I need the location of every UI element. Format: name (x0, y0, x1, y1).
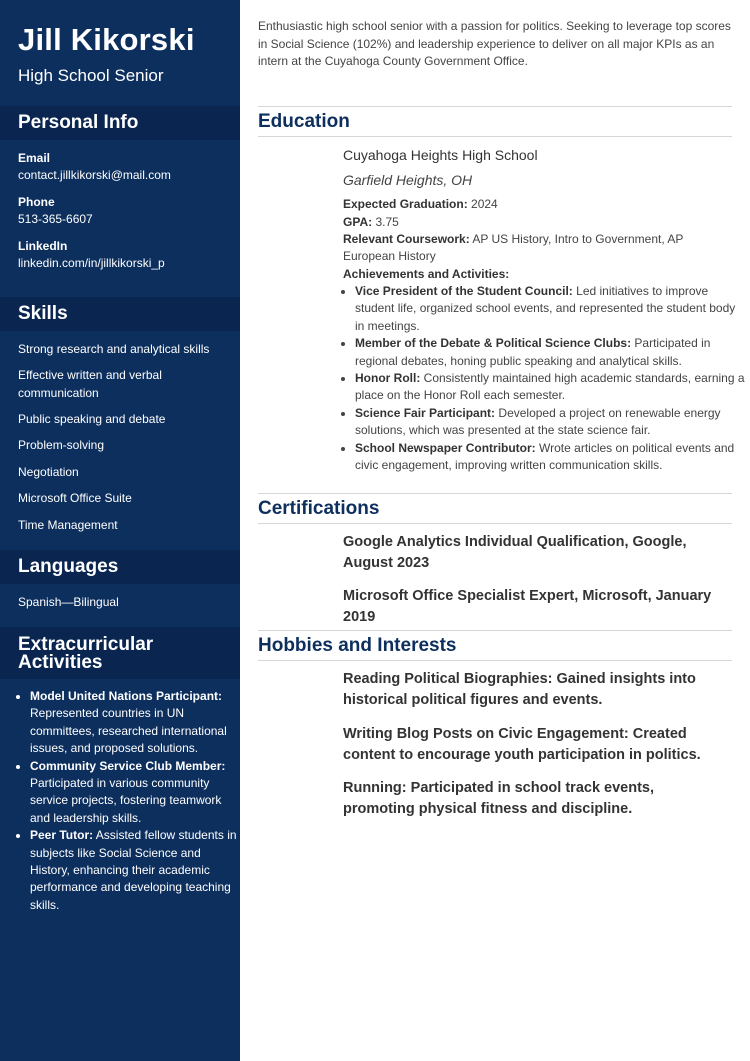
list-item-text: Participated in regional debates, honing public speaking and analytical skills. (355, 336, 711, 368)
list-item-title: Vice President of the Student Council: (355, 284, 573, 298)
list-item-text: Consistently maintained high academic standards, earning a place on the Honor Roll each semester. (355, 371, 745, 403)
candidate-name: Jill Kikorski (18, 22, 195, 57)
personal-info-heading: Personal Info (18, 112, 139, 133)
extracurricular-heading-line1: Extracurricular (18, 634, 154, 655)
email-label: Email (18, 151, 51, 165)
coursework-line (343, 231, 728, 266)
skill-item: Microsoft Office Suite (18, 491, 132, 505)
certifications-heading: Certifications (258, 498, 380, 519)
list-item-title: Model United Nations Participant: (30, 689, 223, 703)
section-divider (258, 106, 732, 107)
hobby-item: Reading Political Biographies: Gained insights into historical political figures and events. (343, 671, 696, 708)
section-divider (258, 630, 732, 631)
main-content (240, 0, 750, 1061)
skill-item: Negotiation (18, 465, 79, 479)
list-item (355, 405, 745, 440)
list-item-text: Represented countries in UN committees, researched international issues, and proposed solutions. (30, 706, 227, 756)
achievements-label: Achievements and Activities: (343, 267, 510, 281)
list-item-text: Developed a project on renewable energy solutions, which was presented at the state science fair. (355, 405, 721, 438)
list-item-text: Wrote articles on political events and civic engagement, improving written communication skills. (355, 440, 735, 473)
list-item (355, 440, 745, 475)
language-item: Spanish—Bilingual (18, 595, 119, 609)
skill-item: Effective written and verbal communication (18, 368, 162, 400)
achievements-label-line (343, 266, 728, 283)
summary-text: Enthusiastic high school senior with a passion for politics. Seeking to leverage top scores in Social Science (102%) and leadership experience to deliver on all major KPIs as an intern at the Cuyahoga County Government Office. (258, 19, 731, 68)
school-location: Garfield Heights, OH (343, 172, 473, 188)
skill-item: Problem-solving (18, 438, 105, 452)
phone-label: Phone (18, 195, 55, 209)
skill-item: Public speaking and debate (18, 412, 166, 426)
gpa-line (343, 214, 728, 231)
list-item-text: Participated in various community service projects, fostering teamwork and leadership skills. (30, 776, 222, 825)
section-divider (258, 493, 732, 494)
list-item-title: Honor Roll: (355, 371, 421, 386)
section-divider (258, 660, 732, 661)
graduation-line (343, 196, 728, 213)
list-item (30, 827, 242, 914)
gpa-value: 3.75 (372, 215, 399, 229)
list-item-text: Led initiatives to improve student life, organized school events, and represented the student body in meetings. (355, 284, 736, 333)
list-item (30, 758, 242, 828)
linkedin-label: LinkedIn (18, 239, 68, 253)
list-item-title: Science Fair Participant: (355, 405, 496, 420)
section-divider (258, 523, 732, 524)
list-item-title: Member of the Debate & Political Science Clubs: (355, 336, 632, 351)
sidebar (0, 0, 240, 1061)
extracurricular-list (18, 688, 242, 914)
coursework-value: AP US History, Intro to Government, AP European History (343, 232, 684, 264)
gpa-label: GPA: (343, 215, 373, 229)
list-item-text: Assisted fellow students in subjects like Social Science and History, enhancing their academic performance and developing teaching skills. (30, 828, 237, 912)
education-heading: Education (258, 111, 350, 132)
certification-item: Microsoft Office Specialist Expert, Microsoft, January 2019 (343, 588, 712, 625)
skill-item: Strong research and analytical skills (18, 342, 210, 356)
list-item-title: Community Service Club Member: (30, 758, 226, 773)
phone-value: 513-365-6607 (18, 212, 93, 226)
hobby-item: Running: Participated in school track events, promoting physical fitness and discipline. (343, 780, 655, 817)
achievements-list (343, 283, 745, 474)
linkedin-value[interactable]: linkedin.com/in/jillkikorski_p (18, 256, 165, 270)
extracurricular-heading-line2: Activities (18, 652, 103, 673)
certification-item: Google Analytics Individual Qualification, Google, August 2023 (343, 534, 687, 571)
section-divider (258, 136, 732, 137)
list-item (355, 370, 745, 405)
graduation-value: 2024 (467, 197, 498, 211)
candidate-role: High School Senior (18, 66, 164, 85)
languages-heading: Languages (18, 556, 119, 577)
list-item (30, 688, 242, 758)
list-item (355, 335, 745, 370)
list-item-title: Peer Tutor: (30, 828, 94, 843)
hobbies-heading: Hobbies and Interests (258, 635, 457, 656)
skill-item: Time Management (18, 518, 118, 532)
school-name: Cuyahoga Heights High School (343, 147, 538, 163)
list-item-title: School Newspaper Contributor: (355, 440, 536, 455)
hobby-item: Writing Blog Posts on Civic Engagement: Created content to encourage youth participation in politics. (343, 726, 701, 763)
graduation-label: Expected Graduation: (343, 197, 468, 211)
skills-heading: Skills (18, 303, 68, 324)
email-value[interactable]: contact.jillkikorski@mail.com (18, 168, 171, 182)
coursework-label: Relevant Coursework: (343, 232, 470, 246)
list-item (355, 283, 745, 335)
